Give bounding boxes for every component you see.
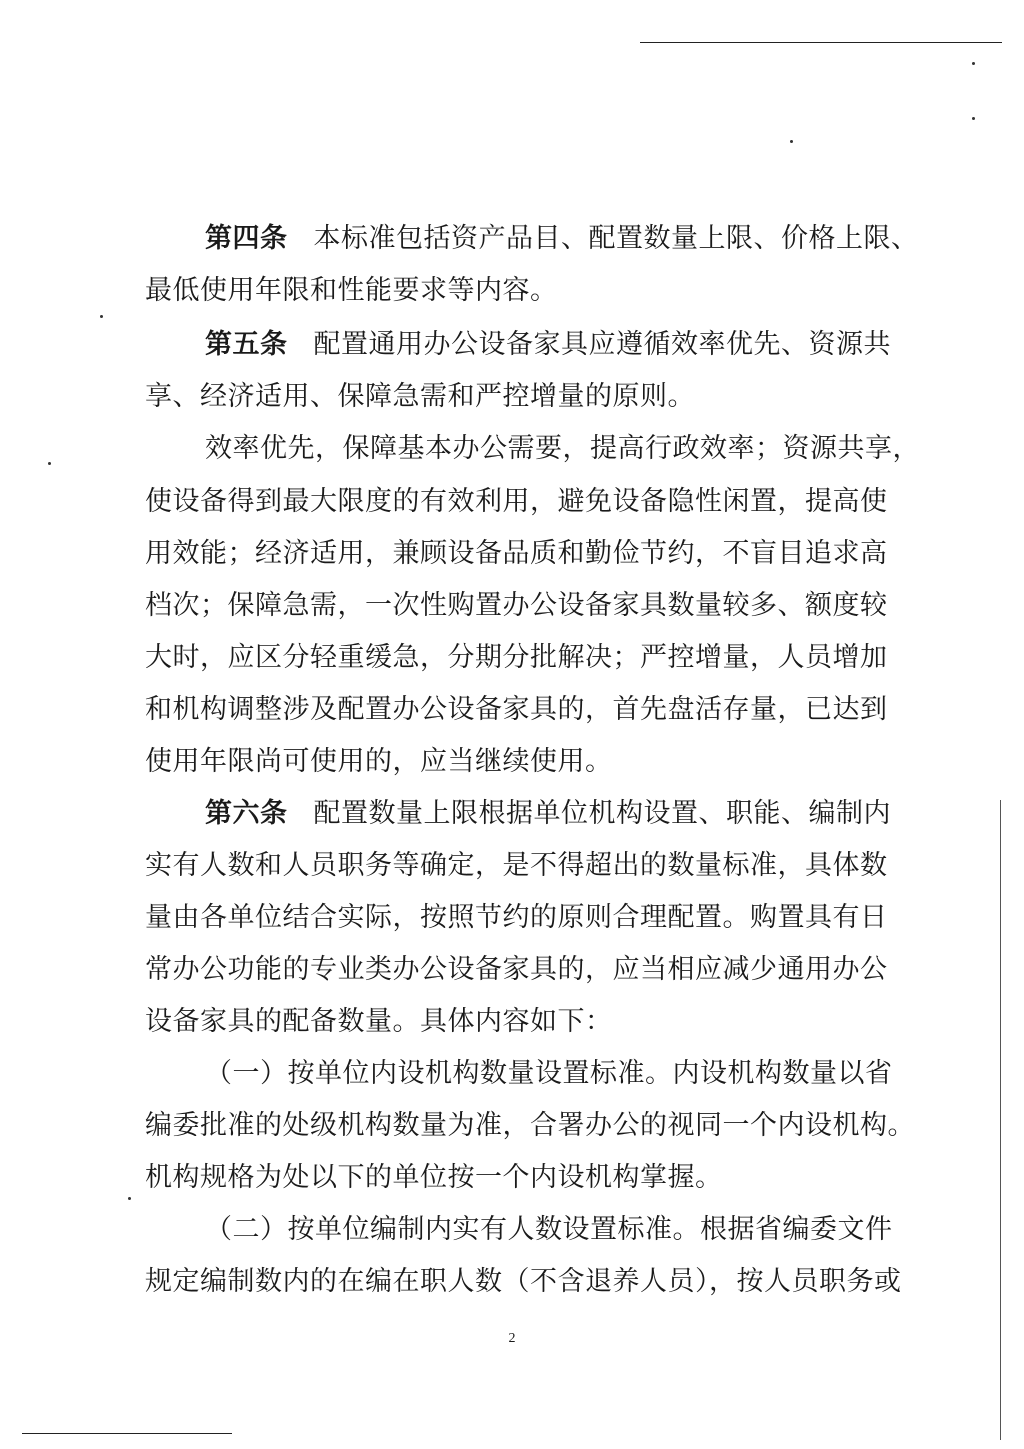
- article5-line1: [205, 328, 890, 362]
- item1-line: 编委批准的处级机构数量为准，合署办公的视同一个内设机构。: [145, 1110, 915, 1141]
- scan-dot: [100, 315, 103, 318]
- article6-heading: 第六条: [205, 798, 288, 829]
- scan-dot: [48, 462, 51, 465]
- article4-heading: 第四条: [205, 223, 288, 254]
- article6-text: 配置数量上限根据单位机构设置、职能、编制内: [313, 798, 891, 829]
- article6-line1: [205, 797, 890, 831]
- scan-dot: [790, 140, 793, 143]
- article5-line2: 享、经济适用、保障急需和严控增量的原则。: [145, 381, 695, 412]
- principles-line: 效率优先，保障基本办公需要，提高行政效率；资源共享，: [205, 433, 920, 464]
- article6-line: 量由各单位结合实际，按照节约的原则合理配置。购置具有日: [145, 902, 888, 933]
- scan-dot: [128, 1197, 131, 1200]
- principles-line: 使设备得到最大限度的有效利用，避免设备隐性闲置，提高使: [145, 486, 888, 517]
- item2-line: （二）按单位编制内实有人数设置标准。根据省编委文件: [205, 1214, 893, 1245]
- article4-line1: [205, 222, 919, 256]
- article6-line: 实有人数和人员职务等确定，是不得超出的数量标准，具体数: [145, 850, 888, 881]
- article5-heading: 第五条: [205, 329, 288, 360]
- scan-dot: [972, 117, 975, 120]
- principles-line: 用效能；经济适用，兼顾设备品质和勤俭节约，不盲目追求高: [145, 538, 888, 569]
- article6-line: 常办公功能的专业类办公设备家具的，应当相应减少通用办公: [145, 954, 888, 985]
- principles-line: 大时，应区分轻重缓急，分期分批解决；严控增量，人员增加: [145, 642, 888, 673]
- principles-line: 档次；保障急需，一次性购置办公设备家具数量较多、额度较: [145, 590, 888, 621]
- article4-line2: 最低使用年限和性能要求等内容。: [145, 275, 558, 306]
- article4-text: 本标准包括资产品目、配置数量上限、价格上限、: [313, 223, 919, 254]
- top-scan-line: [640, 42, 1002, 43]
- article5-text: 配置通用办公设备家具应遵循效率优先、资源共: [313, 329, 891, 360]
- item2-line: 规定编制数内的在编在职人数（不含退养人员），按人员职务或: [145, 1266, 902, 1297]
- bottom-scan-line: [22, 1433, 232, 1434]
- item1-line: （一）按单位内设机构数量设置标准。内设机构数量以省: [205, 1058, 893, 1089]
- scan-dot: [972, 62, 975, 65]
- principles-line: 和机构调整涉及配置办公设备家具的，首先盘活存量，已达到: [145, 694, 888, 725]
- item1-line: 机构规格为处以下的单位按一个内设机构掌握。: [145, 1162, 723, 1193]
- article6-line: 设备家具的配备数量。具体内容如下：: [145, 1006, 613, 1037]
- page-number: 2: [508, 1331, 516, 1346]
- principles-line: 使用年限尚可使用的，应当继续使用。: [145, 746, 613, 777]
